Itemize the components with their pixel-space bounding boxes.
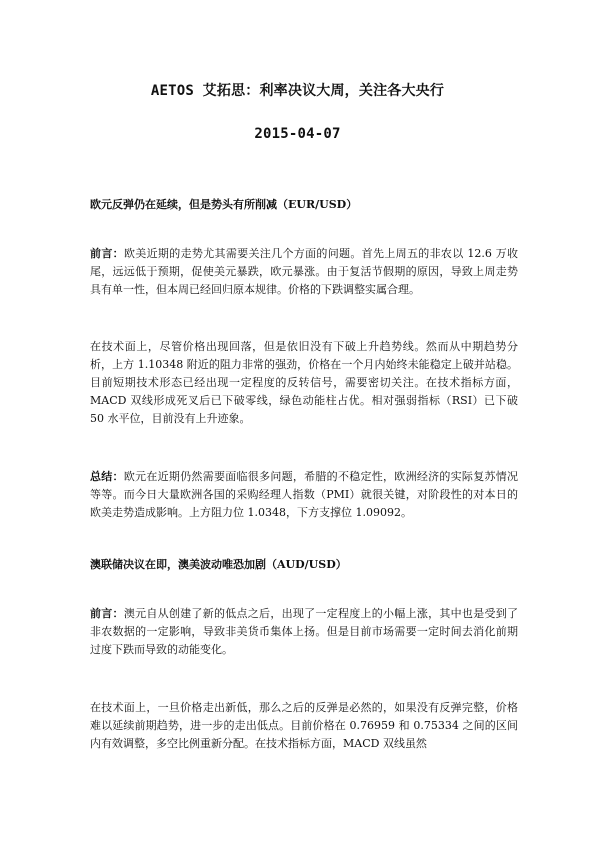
section-heading-eurusd: 欧元反弹仍在延续，但是势头有所削减（EUR/USD） <box>90 198 358 211</box>
section-heading-audusd: 澳联储决议在即，澳美波动唯恐加剧（AUD/USD） <box>90 558 347 571</box>
intro-text: 欧美近期的走势尤其需要关注几个方面的问题。首先上周五的非农以 12.6 万收尾，远远低于预期，促使美元暴跌，欧元暴涨。由于复活节假期的原因，导致上周走势具有单一性，但本周已经回归原本规律。价格的下跌调整实属合理。 <box>90 247 519 296</box>
document-date: 2015-04-07 <box>254 126 341 142</box>
summary-label: 总结： <box>90 470 124 483</box>
intro-label: 前言： <box>90 607 124 620</box>
summary-text: 欧元在近期仍然需要面临很多问题，希腊的不稳定性，欧洲经济的实际复苏情况等等。而今日大量欧洲各国的采购经理人指数（PMI）就很关键，对阶段性的对本日的欧美走势造成影响。上方阻力位 1.0348，下方支撑位 1.09092。 <box>90 470 518 519</box>
intro-paragraph-eurusd <box>90 245 518 299</box>
technical-paragraph-audusd: 在技术面上，一旦价格走出新低，那么之后的反弹是必然的，如果没有反弹完整，价格难以延续前期趋势，进一步的走出低点。目前价格在 0.76959 和 0.75334 之间的区间内有效调整，多空比例重新分配。在技术指标方面，MACD 双线虽然 <box>90 701 518 750</box>
technical-paragraph-eurusd: 在技术面上，尽管价格出现回落，但是依旧没有下破上升趋势线。然而从中期趋势分析，上方 1.10348 附近的阻力非常的强劲，价格在一个月内始终未能稳定上破并站稳。目前短期技术形态已经出现一定程度的反转信号，需要密切关注。在技术指标方面，MACD 双线形成死叉后已下破零线，绿色动能柱占优。相对强弱指标（RSI）已下破 50 水平位，目前没有上升迹象。 <box>90 340 518 425</box>
summary-paragraph-eurusd <box>90 468 518 522</box>
intro-text: 澳元自从创建了新的低点之后，出现了一定程度上的小幅上涨，其中也是受到了非农数据的一定影响，导致非美货币集体上扬。但是目前市场需要一定时间去消化前期过度下跌而导致的动能变化。 <box>90 607 518 656</box>
intro-paragraph-audusd <box>90 605 518 659</box>
document-title: AETOS 艾拓思：利率决议大周，关注各大央行 <box>150 83 445 99</box>
intro-label: 前言： <box>90 247 124 260</box>
